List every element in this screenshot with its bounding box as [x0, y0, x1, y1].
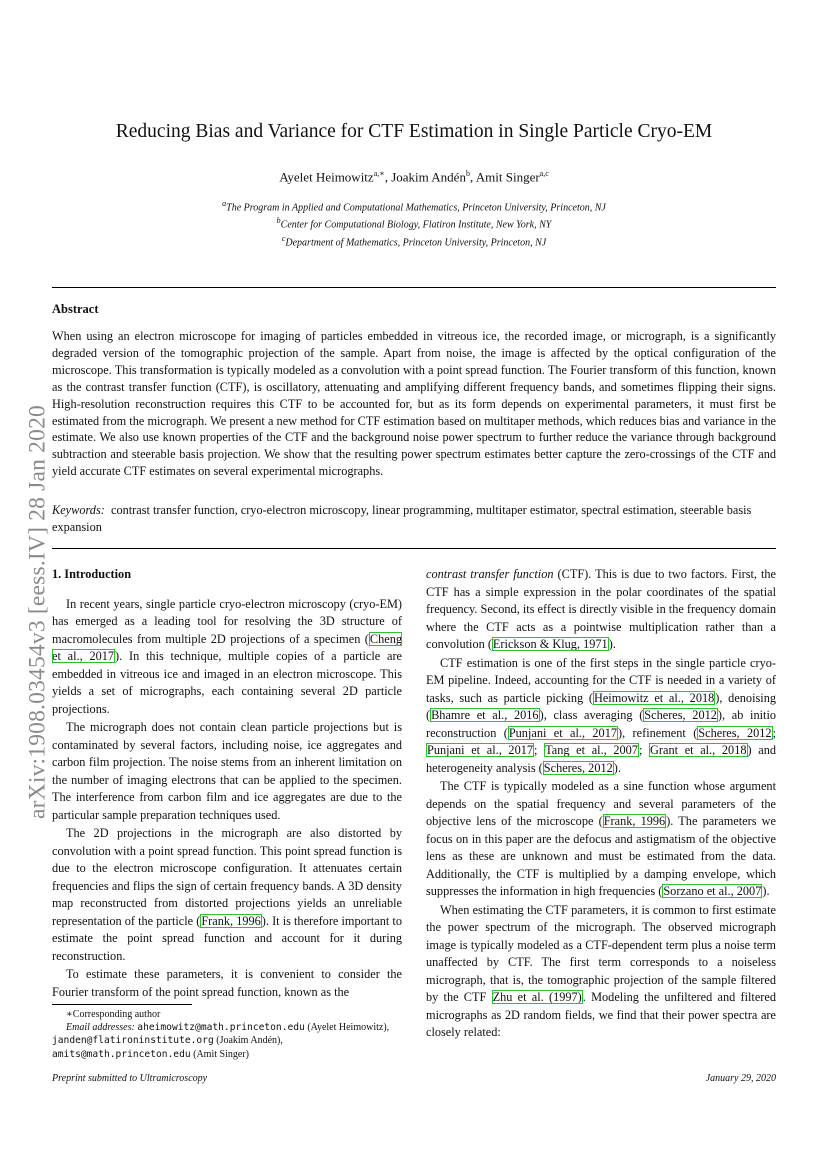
author-name: Ayelet Heimowitz — [279, 169, 374, 185]
abstract-heading: Abstract — [52, 302, 99, 316]
citation-link[interactable]: Erickson & Klug, 1971 — [492, 637, 608, 651]
paragraph: CTF estimation is one of the first steps in the single particle cryo-EM pipeline. Indeed, accounting for the CTF is needed in a variety of tasks, such as particle picking (Heimowitz et al., 2018), denoising (Bhamre et al., 2016), class averaging (Scheres, 2012), ab initio reconstruction (Punjani et al., 2017), refinement (Scheres, 2012; Punjani et al., 2017; Tang et al., 2007; Grant et al., 2018) and heterogeneity analysis (Scheres, 2012). — [426, 655, 777, 775]
keywords — [52, 502, 776, 536]
affiliations — [52, 197, 776, 249]
right-column — [426, 566, 776, 1042]
affiliation-mark: a — [222, 199, 227, 208]
author-list: Ayelet Heimowitz$^{a,∗}$, Joakim Andén$^b$, Amit Singer$^{a,c}$ — [279, 169, 549, 185]
section-heading: 1. Introduction — [52, 567, 132, 581]
citation-link[interactable]: Frank, 1996 — [603, 814, 666, 828]
paragraph: When estimating the CTF parameters, it is common to first estimate the power spectrum of the micrograph. The observed micrograph image is typically modeled as a CTF-dependent term plus a noise term unaffected by CTF. The first term corresponds to a noiseless micrograph, that is, the tomographic projection of the sample filtered by the CTF Zhu et al. (1997). Modeling the unfiltered and filtered micrographs as 2D random fields, we find that their power spectra are closely related: — [426, 902, 776, 1039]
footnote-emails: Email addresses: aheimowitz@math.princeton.edu (Ayelet Heimowitz), janden@flatironinstitute.org (Joakim Andén), amits@math.princeton.edu (Amit Singer) — [52, 1022, 390, 1060]
email-link[interactable]: amits@math.princeton.edu — [52, 1048, 191, 1060]
author-affil-mark: a,c — [539, 169, 549, 178]
footnote-divider — [52, 1004, 192, 1005]
author-name: Joakim Andén — [391, 169, 466, 185]
email-link[interactable]: aheimowitz@math.princeton.edu — [137, 1022, 305, 1034]
author-affil-mark: a,∗ — [373, 169, 385, 178]
bottom-divider — [52, 548, 776, 549]
arxiv-stamp-text: arXiv:1908.03454v3 [eess.IV] 28 Jan 2020 — [24, 405, 51, 819]
citation-link[interactable]: Punjani et al., 2017 — [427, 743, 534, 757]
citation-link[interactable]: Tang et al., 2007 — [545, 743, 638, 757]
affiliation-text: The Program in Applied and Computational Mathematics, Princeton University, Princeton, NJ — [226, 202, 606, 214]
citation-link[interactable]: Scheres, 2012 — [698, 725, 772, 740]
affiliation-text: Center for Computational Biology, Flatiron Institute, New York, NY — [280, 219, 552, 231]
citation-link[interactable]: Scheres, 2012 — [644, 708, 717, 722]
author-affil-mark: b — [465, 169, 470, 178]
keywords-label: Keywords: — [52, 503, 105, 517]
affiliation-mark: c — [281, 233, 286, 243]
footer-date: January 29, 2020 — [705, 1073, 776, 1084]
paragraph: The micrograph does not contain clean particle projections but is contaminated by several factors, including noise, ice aggregates and carbon film projection. The noise stems from an inherent limitation on the number of imaging electrons that can be applied to the specimen. The interference from carbon film and ice aggregates are due to the particular sample preparation techniques used. — [52, 720, 402, 822]
citation-link[interactable]: Bhamre et al., 2016 — [431, 708, 539, 722]
abstract-text: When using an electron microscope for imaging of particles embedded in vitreous ice, the recorded image, or micrograph, is a significantly degraded version of the tomographic projection of the sample. Apart from noise, the image is affected by the optical configuration of the microscope. This transformation is typically modeled as a convolution with a point spread function. The Fourier transform of this function, known as the contrast transfer function (CTF), is oscillatory, attenuating and amplifying different frequency bands, and sometimes flipping their signs. High-resolution reconstruction requires this CTF to be accounted for, but as its form depends on experimental parameters, it must first be estimated from the micrograph. We present a new method for CTF estimation based on multitaper methods, which reduces bias and variance in the estimate. We also use known properties of the CTF and the background noise power spectrum to further reduce the variance through background subtraction and steerable basis projection. We show that the resulting power spectrum estimates better capture the zero-crossings of the CTF and yield accurate CTF estimates on several experimental micrographs. — [52, 329, 776, 479]
paragraph: The 2D projections in the micrograph are also distorted by convolution with a point spread function. This point spread function is due to the electron microscope configuration. It attenuates certain frequencies and flips the sign of certain frequency bands. A 3D density map reconstructed from distorted projections yields an unreliable representation of the particle (Frank, 1996). It is therefore important to estimate the point spread function and account for it during reconstruction. — [52, 826, 402, 963]
paper-title: Reducing Bias and Variance for CTF Estimation in Single Particle Cryo-EM — [115, 121, 713, 142]
left-column — [52, 566, 402, 1001]
paragraph: contrast transfer function (CTF). This is due to two factors. First, the CTF has a simple expression in the polar coordinates of the spatial frequency. Second, its effect is directly visible in the frequency domain where the CTF acts as a pointwise multiplication rather than a convolution (Erickson & Klug, 1971). — [426, 567, 777, 651]
footnote-corresponding: ∗Corresponding author — [66, 1009, 161, 1020]
email-link[interactable]: janden@flatironinstitute.org — [52, 1035, 214, 1047]
citation-link[interactable]: Zhu et al. (1997) — [492, 990, 582, 1004]
paragraph: To estimate these parameters, it is convenient to consider the Fourier transform of the point spread function, known as the — [52, 967, 402, 999]
citation-link[interactable]: Grant et al., 2018 — [650, 743, 747, 757]
citation-link[interactable]: Cheng et al., 2017 — [52, 631, 402, 663]
citation-link[interactable]: Heimowitz et al., 2018 — [593, 690, 715, 705]
paragraph: The CTF is typically modeled as a sine function whose argument depends on the spatial frequency and several parameters of the objective lens of the microscope (Frank, 1996). The parameters we focus on in this paper are the defocus and astigmatism of the objective lens as these are unknown and must be estimated from the data. Additionally, the CTF is multiplied by a damping envelope, which suppresses the information in high frequencies (Sorzano et al., 2007). — [426, 779, 776, 898]
affiliation — [52, 214, 776, 231]
citation-link[interactable]: Frank, 1996 — [201, 913, 261, 928]
top-divider — [52, 287, 776, 288]
paragraph: In recent years, single particle cryo-electron microscopy (cryo-EM) has emerged as a leading tool for resolving the 3D structure of macromolecules from multiple 2D projections of a specimen (Cheng et al., 2017). In this technique, multiple copies of a particle are embedded in vitreous ice and imaged in an electron microscope. This yields a set of micrographs, each containing several 2D particle projections. — [52, 596, 403, 716]
affiliation — [52, 232, 776, 249]
footnote — [52, 1008, 402, 1061]
citation-link[interactable]: Punjani et al., 2017 — [508, 725, 618, 740]
footer-journal: Preprint submitted to Ultramicroscopy — [52, 1073, 208, 1084]
affiliation-text: Department of Mathematics, Princeton University, Princeton, NJ — [285, 236, 547, 248]
affiliation-mark: b — [276, 216, 281, 226]
citation-link[interactable]: Sorzano et al., 2007 — [663, 884, 762, 898]
citation-link[interactable]: Scheres, 2012 — [543, 760, 613, 775]
keywords-text: contrast transfer function, cryo-electron microscopy, linear programming, multitaper estimator, spectral estimation, steerable basis expansion — [52, 503, 752, 534]
author-name: Amit Singer — [475, 169, 540, 185]
affiliation — [52, 197, 776, 214]
